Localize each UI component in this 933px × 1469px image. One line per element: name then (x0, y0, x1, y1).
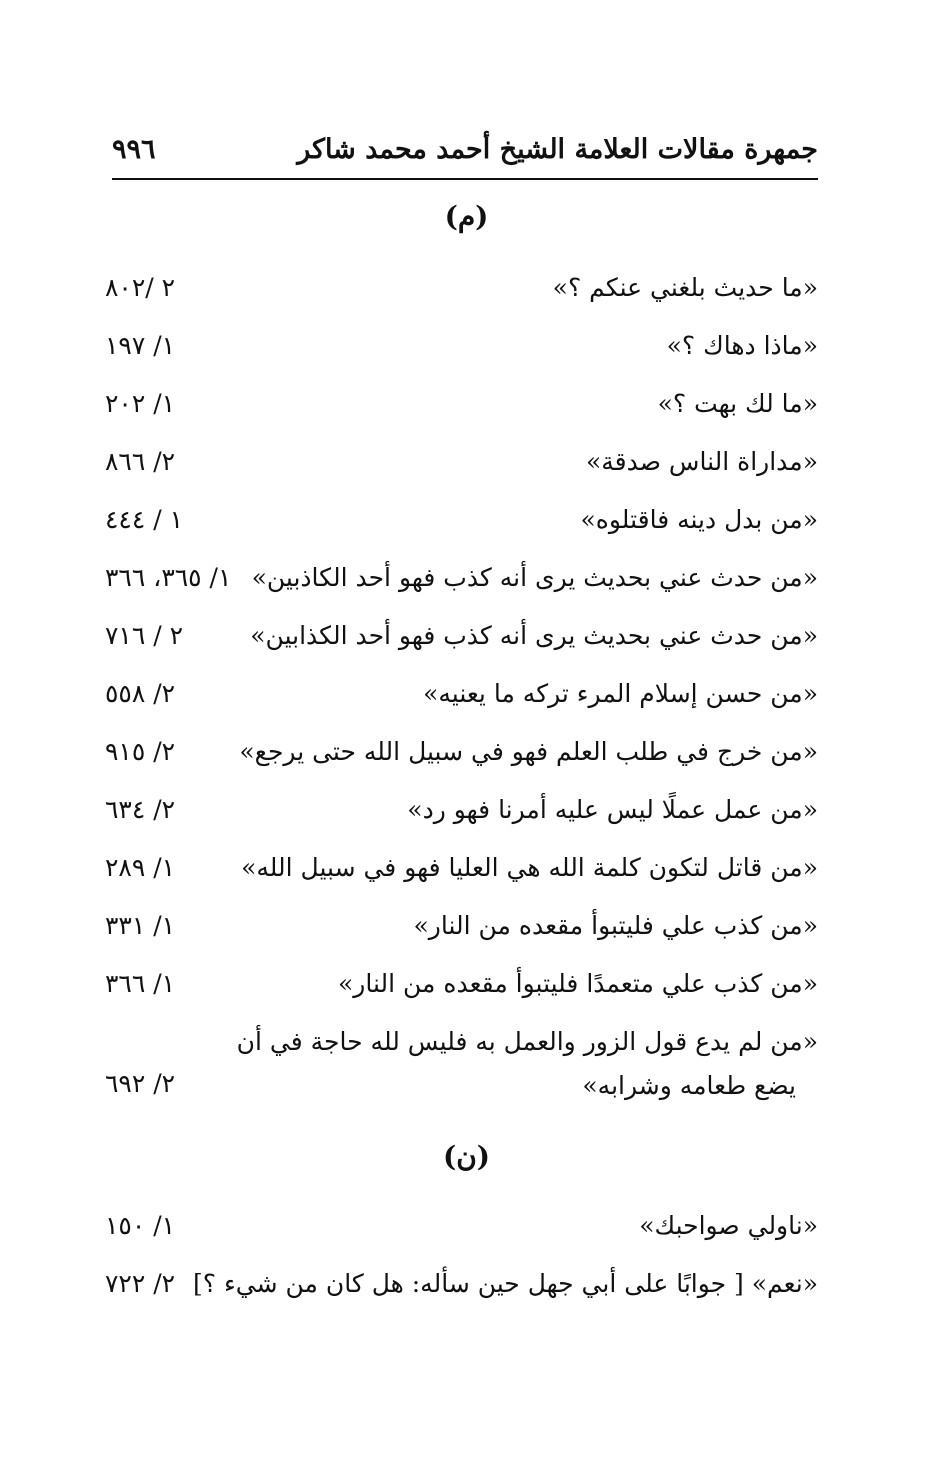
entry-text-line1: «من لم يدع قول الزور والعمل به فليس لله حاجة في أن (236, 1027, 818, 1056)
index-entry (105, 964, 818, 1004)
entry-reference: ٢/ ٥٥٨ (105, 679, 176, 708)
entry-reference: ١ / ٤٤٤ (105, 505, 184, 534)
entry-reference: ٢/ ٩١٥ (105, 737, 176, 766)
index-entry (105, 1264, 818, 1304)
section-heading-noon: (ن) (442, 1140, 491, 1173)
entry-text: «ناولي صواحبك» (639, 1211, 818, 1240)
entry-reference: ١/ ١٥٠ (105, 1211, 176, 1240)
entry-text-line2: يضع طعامه وشرابه» (582, 1071, 796, 1100)
page-number: ٩٩٦ (112, 134, 156, 165)
page-header (112, 128, 818, 180)
section-heading-meem: (م) (444, 200, 489, 233)
index-entry (105, 558, 818, 598)
entry-reference: ٢/ ٨٦٦ (105, 447, 176, 476)
entry-text: «من عمل عملًا ليس عليه أمرنا فهو رد» (407, 795, 818, 824)
entry-text: «من بدل دينه فاقتلوه» (580, 505, 818, 534)
entry-text: «من حدث عني بحديث يرى أنه كذب فهو أحد الكذابين» (250, 621, 818, 650)
entry-reference: ١/ ١٩٧ (105, 331, 176, 360)
entry-text: «من قاتل لتكون كلمة الله هي العليا فهو في سبيل الله» (241, 853, 818, 882)
index-entry (105, 906, 818, 946)
index-entry (105, 1206, 818, 1246)
index-entry-multiline (105, 1022, 818, 1104)
entry-reference: ٢/ ٦٣٤ (105, 795, 176, 824)
entry-reference: ١/ ٢٠٢ (105, 389, 176, 418)
entry-text: «مداراة الناس صدقة» (585, 447, 818, 476)
entry-reference: ٢ / ٧١٦ (105, 621, 184, 650)
index-entry (105, 268, 818, 308)
entry-reference: ٢ /٨٠٢ (105, 273, 176, 302)
index-entry (105, 674, 818, 714)
entry-reference: ٢/ ٧٢٢ (105, 1269, 176, 1298)
entry-text: «ما حديث بلغني عنكم ؟» (552, 273, 818, 302)
entry-text: «من كذب علي فليتبوأ مقعده من النار» (413, 911, 818, 940)
entry-text: «من حسن إسلام المرء تركه ما يعنيه» (423, 679, 818, 708)
entry-reference: ١/ ٣٦٥، ٣٦٦ (105, 563, 232, 592)
entry-text: «ما لك بهت ؟» (657, 389, 818, 418)
index-entry (105, 384, 818, 424)
index-entry (105, 326, 818, 366)
entry-text: «من كذب علي متعمدًا فليتبوأ مقعده من النار» (337, 969, 818, 998)
entry-reference: ١/ ٢٨٩ (105, 853, 176, 882)
entry-text: «من حدث عني بحديث يرى أنه كذب فهو أحد الكاذبين» (251, 563, 818, 592)
index-entry (105, 732, 818, 772)
index-entry (105, 500, 818, 540)
index-entry (105, 848, 818, 888)
entry-reference: ١/ ٣٣١ (105, 911, 176, 940)
index-entry (105, 790, 818, 830)
running-title: جمهرة مقالات العلامة الشيخ أحمد محمد شاكر (297, 134, 818, 165)
index-entry (105, 616, 818, 656)
entry-reference: ٢/ ٦٩٢ (105, 1069, 176, 1098)
entry-text: «من خرج في طلب العلم فهو في سبيل الله حتى يرجع» (239, 737, 818, 766)
entry-reference: ١/ ٣٦٦ (105, 969, 176, 998)
entry-text: «ماذا دهاك ؟» (666, 331, 818, 360)
index-entry (105, 442, 818, 482)
entry-text: «نعم» [ جوابًا على أبي جهل حين سأله: هل كان من شيء ؟] (193, 1269, 818, 1298)
